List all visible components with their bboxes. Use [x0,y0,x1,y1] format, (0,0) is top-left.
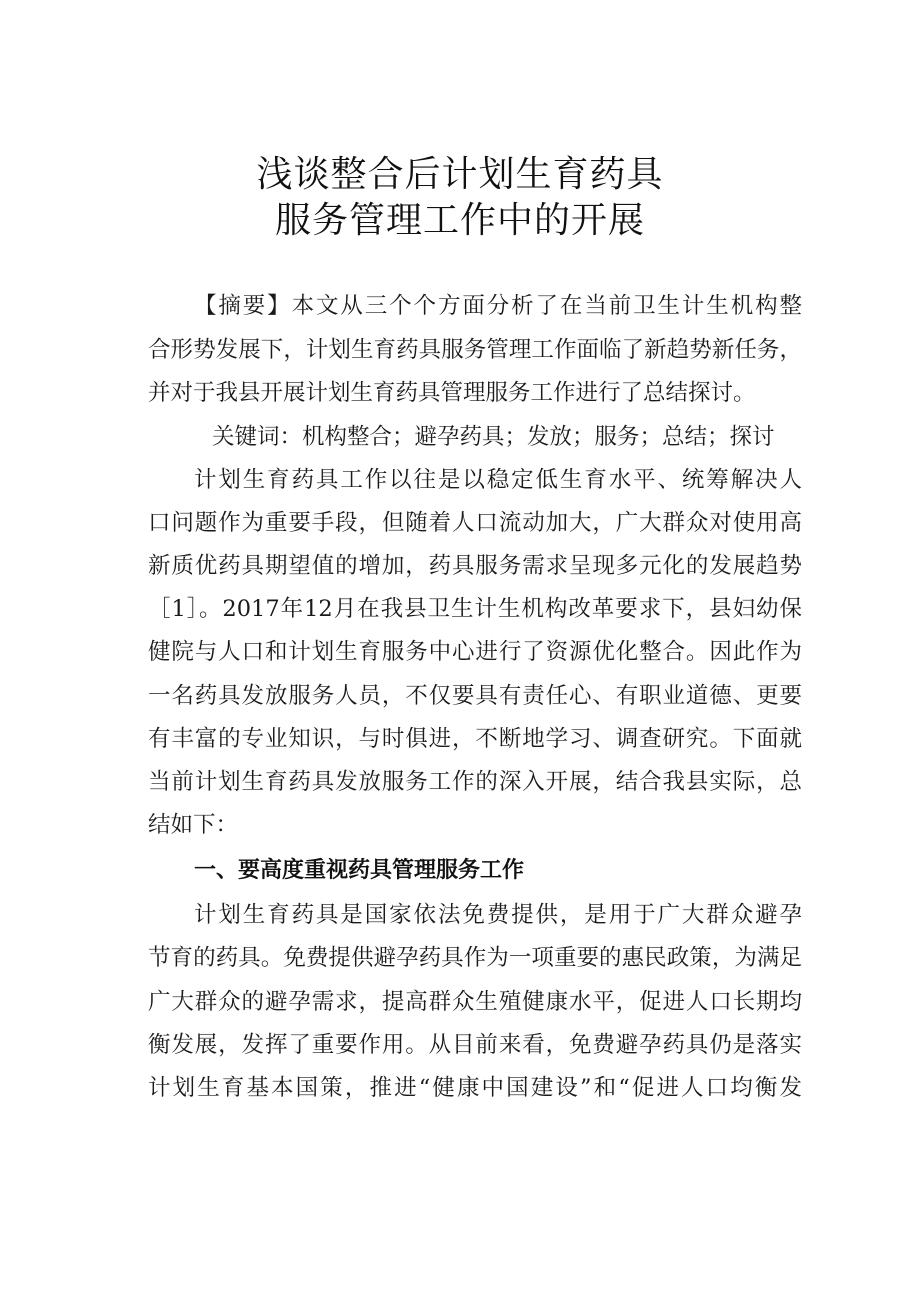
document-title-line-2: 服务管理工作中的开展 [274,200,645,241]
section-1-line-3: 广大群众的避孕需求，提高群众生殖健康水平，促进人口长期均 [148,989,802,1015]
section-1-line-1: 计划生育药具是国家依法免费提供，是用于广大群众避孕 [194,902,802,928]
section-1-line-4: 衡发展，发挥了重要作用。从目前来看，免费避孕药具仍是落实 [148,1032,802,1058]
document-title-line-1: 浅谈整合后计划生育药具 [256,154,664,195]
section-1-heading: 一、要高度重视药具管理服务工作 [194,858,525,883]
intro-line-9: 结如下： [148,812,239,838]
intro-line-3: 新质优药具期望值的增加，药具服务需求呈现多元化的发展趋势 [148,553,802,579]
intro-line-5: 健院与人口和计划生育服务中心进行了资源优化整合。因此作为 [148,639,802,665]
intro-line-6: 一名药具发放服务人员，不仅要具有责任心、有职业道德、更要 [148,683,802,709]
intro-line-2: 口问题作为重要手段，但随着人口流动加大，广大群众对使用高 [148,510,802,536]
intro-line-4: ［1］。2017年12月在我县卫生计生机构改革要求下，县妇幼保 [148,596,802,622]
intro-line-7: 有丰富的专业知识，与时俱进，不断地学习、调查研究。下面就 [148,726,802,752]
abstract-line-2: 合形势发展下，计划生育药具服务管理工作面临了新趋势新任务， [148,337,802,363]
intro-line-1: 计划生育药具工作以往是以稳定低生育水平、统筹解决人 [194,467,802,493]
abstract-line-3: 并对于我县开展计划生育药具管理服务工作进行了总结探讨。 [148,380,756,406]
intro-line-8: 当前计划生育药具发放服务工作的深入开展，结合我县实际，总 [148,769,802,795]
abstract-line-1: 【摘要】本文从三个个方面分析了在当前卫生计生机构整 [194,293,802,319]
section-1-line-2: 节育的药具。免费提供避孕药具作为一项重要的惠民政策，为满足 [148,945,802,971]
section-1-line-5: 计划生育基本国策，推进“健康中国建设”和“促进人口均衡发 [148,1075,802,1101]
keywords-line: 关键词：机构整合；避孕药具；发放；服务；总结；探讨 [212,424,775,450]
